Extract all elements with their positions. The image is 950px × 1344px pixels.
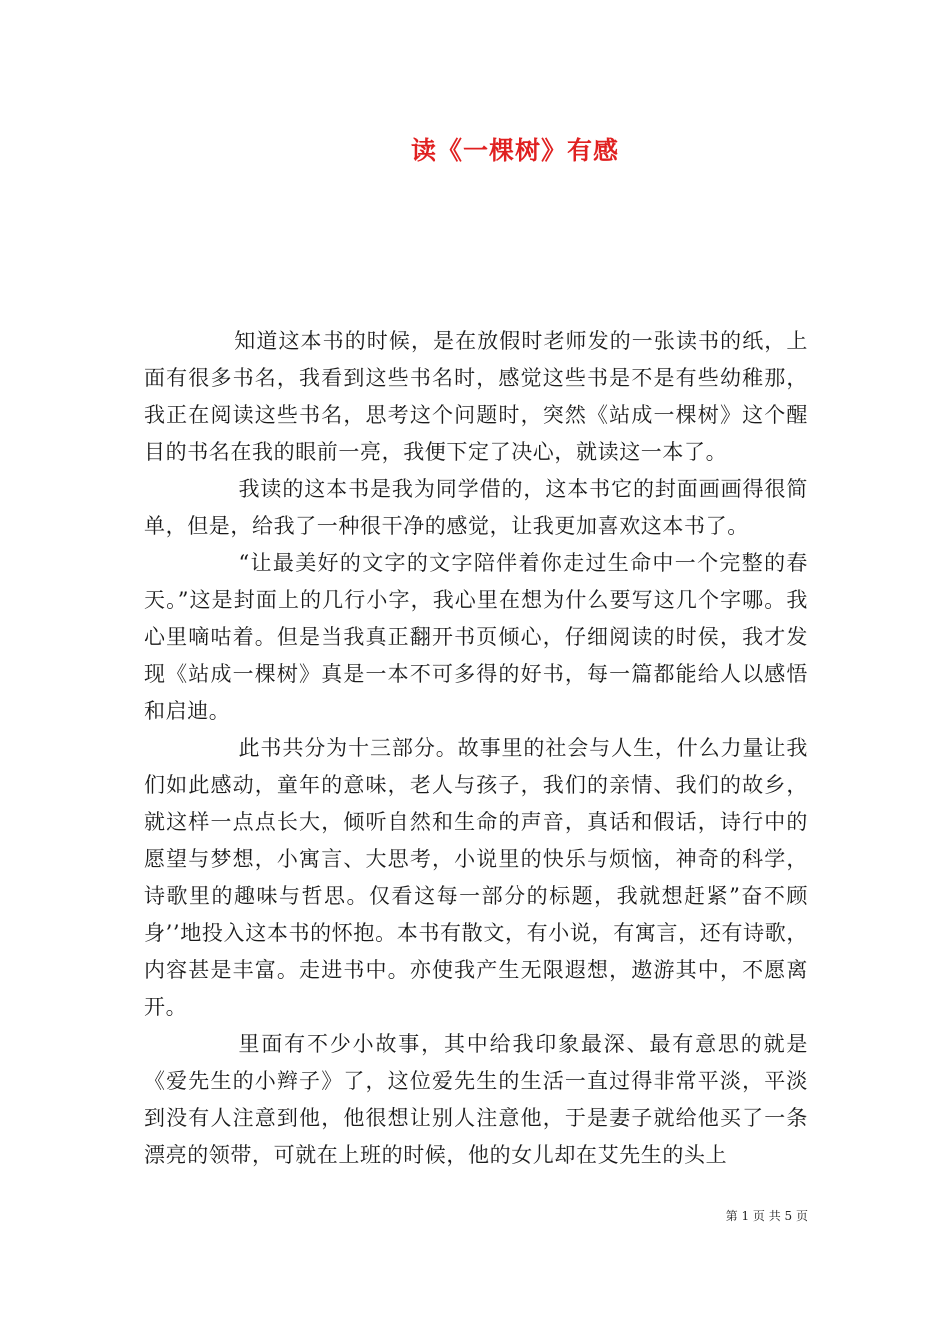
- document-title: 读《一棵树》有感: [410, 136, 619, 165]
- document-body: [144, 323, 808, 1174]
- paragraph-1: 知道这本书的时候，是在放假时老师发的一张读书的纸，上面有很多书名，我看到这些书名时，感觉这些书是不是有些幼稚那，我正在阅读这些书名，思考这个问题时，突然《站成一棵树》这个醒目的书名在我的眼前一亮，我便下定了决心，就读这一本了。: [144, 329, 808, 464]
- paragraph-4: 此书共分为十三部分。故事里的社会与人生，什么力量让我们如此感动，童年的意味，老人与孩子，我们的亲情、我们的故乡，就这样一点点长大，倾听自然和生命的声音，真话和假话，诗行中的愿望与梦想，小寓言、大思考，小说里的快乐与烦恼，神奇的科学，诗歌里的趣味与哲思。仅看这每一部分的标题，我就想赶紧”奋不顾身’’地投入这本书的怀抱。本书有散文，有小说，有寓言，还有诗歌，内容甚是丰富。走进书中。亦使我产生无限遐想，遨游其中，不愿离开。: [144, 736, 808, 1019]
- page-number-footer: 第 1 页 共 5 页: [725, 1209, 808, 1223]
- paragraph-3: “让最美好的文字的文字陪伴着你走过生命中一个完整的春天。”这是封面上的几行小字，我心里在想为什么要写这几个字哪。我心里嘀咕着。但是当我真正翻开书页倾心，仔细阅读的时侯，我才发现《站成一棵树》真是一本不可多得的好书，每一篇都能给人以感悟和启迪。: [144, 551, 808, 723]
- paragraph-2: 我读的这本书是我为同学借的，这本书它的封面画画得很简单，但是，给我了一种很干净的感觉，让我更加喜欢这本书了。: [144, 477, 808, 538]
- paragraph-5: 里面有不少小故事，其中给我印象最深、最有意思的就是《爱先生的小辫子》了，这位爱先生的生活一直过得非常平淡，平淡到没有人注意到他，他很想让别人注意他，于是妻子就给他买了一条漂亮的领带，可就在上班的时候，他的女儿却在艾先生的头上: [144, 1032, 808, 1167]
